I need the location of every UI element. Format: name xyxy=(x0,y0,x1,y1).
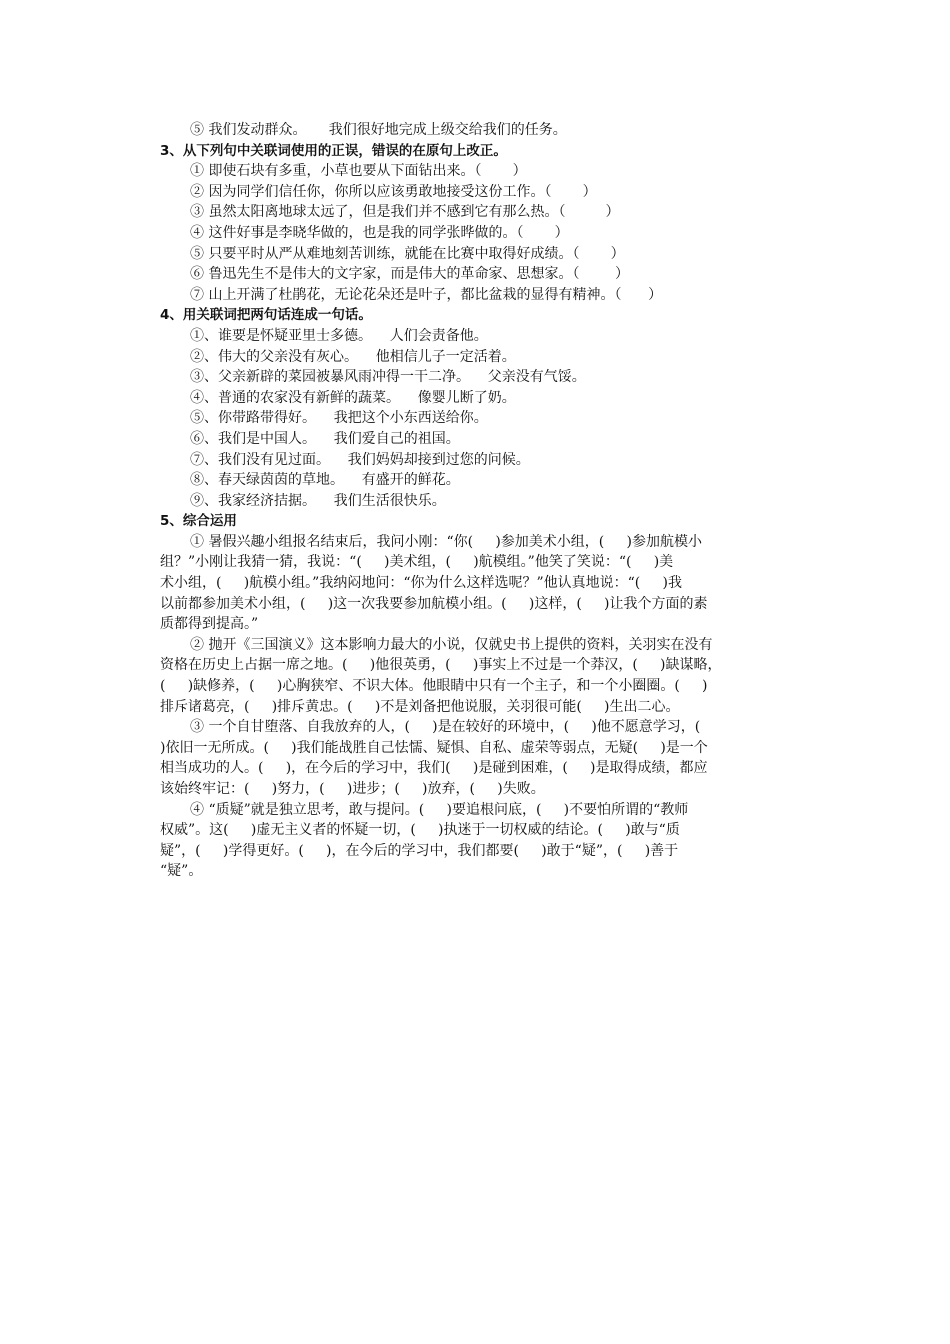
paragraph-4 xyxy=(160,800,810,882)
paragraph-line: ( )缺修养，( )心胸狭窄、不识大体。他眼睛中只有一个主子，和一个小圈圈。( ) xyxy=(160,678,708,695)
paragraph-line: ④ “质疑”就是独立思考，敢与提问。( )要追根问底，( )不要怕所谓的“教师 xyxy=(190,801,689,818)
list-item: ②、伟大的父亲没有灰心。 他相信儿子一定活着。 xyxy=(190,348,516,365)
paragraph-line: 相当成功的人。( )，在今后的学习中，我们( )是碰到困难，( )是取得成绩，都应 xyxy=(160,760,708,777)
list-item: ⑥ 鲁迅先生不是伟大的文字家，而是伟大的革命家、思想家。（ ） xyxy=(190,266,630,283)
paragraph-line: ③ 一个自甘堕落、自我放弃的人，( )是在较好的环境中，( )他不愿意学习，( xyxy=(190,719,701,736)
section-3-list xyxy=(160,161,810,305)
paragraph-line: )依旧一无所成。( )我们能战胜自己怯懦、疑惧、自私、虚荣等弱点，无疑( )是一个 xyxy=(160,739,708,756)
list-item: ①、谁要是怀疑亚里士多德。 人们会责备他。 xyxy=(190,327,488,344)
list-item: ③ 虽然太阳离地球太远了，但是我们并不感到它有那么热。（ ） xyxy=(190,204,620,221)
paragraph-line: 质都得到提高。” xyxy=(160,616,259,633)
section-5-heading: 5、综合运用 xyxy=(160,513,237,530)
list-item: ⑤ 只要平时从严从难地刻苦训练，就能在比赛中取得好成绩。（ ） xyxy=(190,245,625,262)
paragraph-3 xyxy=(160,717,810,799)
list-item: ② 因为同学们信任你，你所以应该勇敢地接受这份工作。（ ） xyxy=(190,183,597,200)
section-4-list xyxy=(160,326,810,511)
paragraph-line: “疑”。 xyxy=(160,863,203,880)
list-item: ⑧、春天绿茵茵的草地。 有盛开的鲜花。 xyxy=(190,472,460,489)
paragraph-line: 疑”，( )学得更好。( )，在今后的学习中，我们都要( )敢于“疑”，( )善于 xyxy=(160,842,679,859)
paragraph-1 xyxy=(160,532,810,635)
list-item: ⑦、我们没有见过面。 我们妈妈却接到过您的问候。 xyxy=(190,451,530,468)
list-item: ⑤、你带路带得好。 我把这个小东西送给你。 xyxy=(190,410,488,427)
paragraph-line: 资格在历史上占据一席之地。( )他很英勇，( )事实上不过是一个莽汉，( )缺谋略， xyxy=(160,657,722,674)
paragraph-line: 权威”。这( )虚无主义者的怀疑一切，( )执迷于一切权威的结论。( )敢与“质 xyxy=(160,822,680,839)
list-item: ① 即使石块有多重，小草也要从下面钻出来。（ ） xyxy=(190,163,527,180)
document-page xyxy=(160,120,810,882)
continued-item-5: ⑤ 我们发动群众。 我们很好地完成上级交给我们的任务。 xyxy=(190,122,567,138)
list-item: ③、父亲新辟的菜园被暴风雨冲得一干二净。 父亲没有气馁。 xyxy=(190,369,586,386)
list-item: ④、普通的农家没有新鲜的蔬菜。 像婴儿断了奶。 xyxy=(190,389,516,406)
list-item: ⑥、我们是中国人。 我们爱自己的祖国。 xyxy=(190,430,460,447)
paragraph-line: 该始终牢记：( )努力，( )进步；( )放弃，( )失败。 xyxy=(160,781,545,797)
paragraph-line: 组？”小刚让我猜一猜，我说：“( )美术组，( )航模组。”他笑了笑说：“( )美 xyxy=(160,554,674,571)
list-item: ⑦ 山上开满了杜鹃花，无论花朵还是叶子，都比盆栽的显得有精神。（ ） xyxy=(190,286,663,303)
paragraph-line: 以前都参加美术小组，( )这一次我要参加航模小组。( )这样，( )让我个方面的素 xyxy=(160,595,708,612)
list-item: ④ 这件好事是李晓华做的，也是我的同学张晔做的。（ ） xyxy=(190,224,569,241)
list-item: ⑨、我家经济拮据。 我们生活很快乐。 xyxy=(190,492,446,509)
section-4-heading: 4、用关联词把两句话连成一句话。 xyxy=(160,307,372,324)
paragraph-line: ① 暑假兴趣小组报名结束后，我问小刚：“你( )参加美术小组，( )参加航模小 xyxy=(190,533,702,550)
section-3-heading: 3、从下列句中关联词使用的正误，错误的在原句上改正。 xyxy=(160,142,507,159)
paragraph-line: 术小组，( )航模小组。”我纳闷地问：“你为什么这样选呢？”他认真地说：“( )我 xyxy=(160,575,682,592)
paragraph-line: ② 抛开《三国演义》这本影响力最大的小说，仅就史书上提供的资料，关羽实在没有 xyxy=(190,636,713,653)
paragraph-line: 排斥诸葛亮，( )排斥黄忠。( )不是刘备把他说服，关羽很可能( )生出二心。 xyxy=(160,698,680,715)
paragraph-2 xyxy=(160,635,810,717)
